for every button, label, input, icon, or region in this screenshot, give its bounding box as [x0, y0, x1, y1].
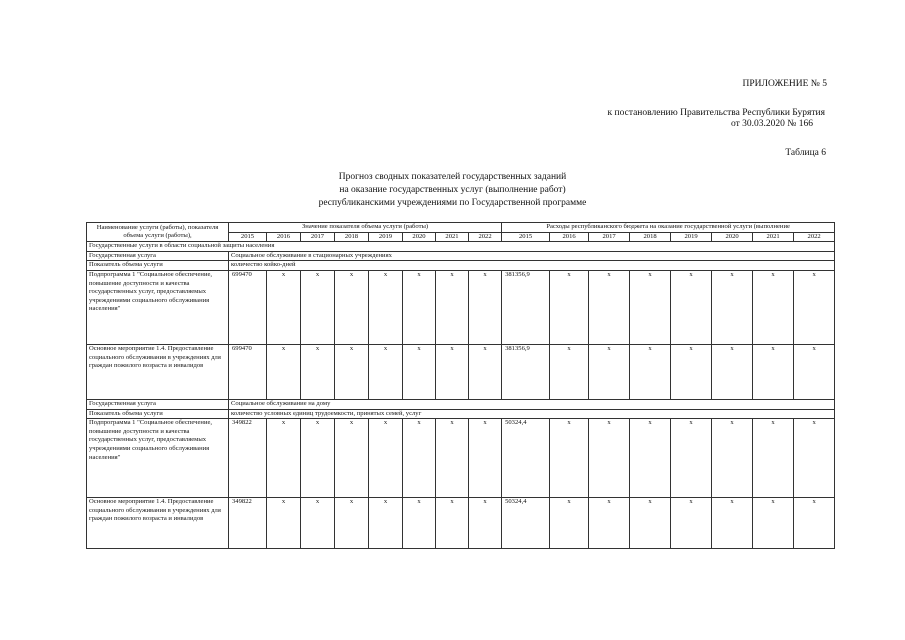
x-mark: x [403, 344, 436, 399]
x-mark: x [403, 270, 436, 344]
decree-reference: к постановлению Правительства Республики Бурятия [607, 108, 825, 118]
forecast-table-container [86, 222, 826, 549]
volume-value-2015: 699470 [229, 270, 267, 344]
expense-value-2015: 381356,9 [502, 270, 550, 344]
table-row [87, 270, 835, 344]
x-mark: x [335, 419, 369, 498]
x-mark: x [436, 498, 469, 549]
x-mark: x [267, 344, 301, 399]
x-mark: x [712, 419, 753, 498]
volume-year-2016: 2016 [267, 232, 301, 242]
x-mark: x [335, 270, 369, 344]
volume-year-2017: 2017 [301, 232, 335, 242]
row-value: количество условных единиц трудоемкости, принятых семей, услуг [229, 409, 835, 419]
table-row [87, 261, 835, 271]
forecast-table [86, 222, 835, 549]
volume-values-header: Значение показателя объема услуги (работы) [229, 223, 502, 233]
x-mark: x [550, 419, 589, 498]
x-mark: x [589, 498, 630, 549]
x-mark: x [712, 498, 753, 549]
x-mark: x [369, 344, 403, 399]
row-label: Государственная услуга [87, 251, 229, 261]
row-label: Показатель объема услуги [87, 409, 229, 419]
row-label: Государственная услуга [87, 399, 229, 409]
expense-year-2019: 2019 [671, 232, 712, 242]
x-mark: x [267, 498, 301, 549]
document-title [0, 171, 905, 210]
table-row [87, 409, 835, 419]
section-heading: Государственные услуги в области социальной защиты населения [87, 242, 835, 252]
x-mark: x [267, 419, 301, 498]
title-line-2: на оказание государственных услуг (выполнение работ) [339, 185, 566, 195]
x-mark: x [794, 419, 835, 498]
expense-value-2015: 381356,9 [502, 344, 550, 399]
x-mark: x [630, 419, 671, 498]
x-mark: x [589, 344, 630, 399]
x-mark: x [469, 270, 502, 344]
volume-year-2019: 2019 [369, 232, 403, 242]
x-mark: x [753, 419, 794, 498]
service-name-header: Наименование услуги (работы), показателя объема услуги (работы), [87, 223, 229, 242]
table-row [87, 498, 835, 549]
x-mark: x [550, 270, 589, 344]
volume-year-2018: 2018 [335, 232, 369, 242]
volume-year-2021: 2021 [436, 232, 469, 242]
program-label: Подпрограмма 1 "Социальное обеспечение, повышение доступности и качества государственных услуг, предоставляемых учреждениями социального обслуживания населения" [87, 270, 229, 344]
x-mark: x [436, 419, 469, 498]
x-mark: x [630, 498, 671, 549]
appendix-label: ПРИЛОЖЕНИЕ № 5 [742, 79, 827, 89]
row-value: Социальное обслуживание на дому [229, 399, 835, 409]
volume-value-2015: 699470 [229, 344, 267, 399]
table-row [87, 344, 835, 399]
decree-date: от 30.03.2020 № 166 [731, 119, 813, 129]
x-mark: x [301, 498, 335, 549]
table-row [87, 242, 835, 252]
program-label: Основное мероприятие 1.4. Предоставление социального обслуживания в учреждениях для граждан пожилого возраста и инвалидов [87, 344, 229, 399]
expense-year-2016: 2016 [550, 232, 589, 242]
x-mark: x [630, 270, 671, 344]
x-mark: x [753, 270, 794, 344]
x-mark: x [403, 419, 436, 498]
x-mark: x [469, 344, 502, 399]
x-mark: x [301, 344, 335, 399]
expense-year-2022: 2022 [794, 232, 835, 242]
x-mark: x [712, 270, 753, 344]
x-mark: x [794, 344, 835, 399]
program-label: Подпрограмма 1 "Социальное обеспечение, повышение доступности и качества государственных услуг, предоставляемых учреждениями социального обслуживания населения" [87, 419, 229, 498]
x-mark: x [369, 270, 403, 344]
expense-year-2018: 2018 [630, 232, 671, 242]
expense-value-2015: 50324,4 [502, 498, 550, 549]
x-mark: x [794, 270, 835, 344]
expense-value-2015: 50324,4 [502, 419, 550, 498]
budget-expenses-header: Расходы республиканского бюджета на оказание государственной услуги (выполнение [502, 223, 835, 233]
row-value: количество койко-дней [229, 261, 835, 271]
table-row [87, 251, 835, 261]
x-mark: x [301, 270, 335, 344]
x-mark: x [369, 419, 403, 498]
x-mark: x [753, 498, 794, 549]
x-mark: x [436, 270, 469, 344]
volume-year-2020: 2020 [403, 232, 436, 242]
table-row [87, 399, 835, 409]
x-mark: x [589, 270, 630, 344]
x-mark: x [436, 344, 469, 399]
x-mark: x [550, 344, 589, 399]
title-line-3: республиканскими учреждениями по Государственной программе [318, 198, 587, 208]
expense-year-2020: 2020 [712, 232, 753, 242]
x-mark: x [267, 270, 301, 344]
x-mark: x [753, 344, 794, 399]
program-label: Основное мероприятие 1.4. Предоставление социального обслуживания в учреждениях для граждан пожилого возраста и инвалидов [87, 498, 229, 549]
x-mark: x [369, 498, 403, 549]
expense-year-2015: 2015 [502, 232, 550, 242]
x-mark: x [469, 419, 502, 498]
volume-value-2015: 349822 [229, 419, 267, 498]
x-mark: x [671, 344, 712, 399]
x-mark: x [469, 498, 502, 549]
volume-year-2022: 2022 [469, 232, 502, 242]
table-number: Таблица 6 [785, 148, 826, 158]
expense-year-2017: 2017 [589, 232, 630, 242]
title-line-1: Прогноз сводных показателей государственных заданий [338, 172, 567, 182]
x-mark: x [794, 498, 835, 549]
x-mark: x [403, 498, 436, 549]
x-mark: x [335, 344, 369, 399]
x-mark: x [550, 498, 589, 549]
row-label: Показатель объема услуги [87, 261, 229, 271]
volume-value-2015: 349822 [229, 498, 267, 549]
table-row [87, 419, 835, 498]
x-mark: x [712, 344, 753, 399]
x-mark: x [671, 419, 712, 498]
x-mark: x [301, 419, 335, 498]
volume-year-2015: 2015 [229, 232, 267, 242]
row-value: Социальное обслуживание в стационарных учреждениях [229, 251, 835, 261]
table-body [87, 242, 835, 549]
x-mark: x [671, 498, 712, 549]
x-mark: x [335, 498, 369, 549]
x-mark: x [671, 270, 712, 344]
x-mark: x [589, 419, 630, 498]
expense-year-2021: 2021 [753, 232, 794, 242]
x-mark: x [630, 344, 671, 399]
